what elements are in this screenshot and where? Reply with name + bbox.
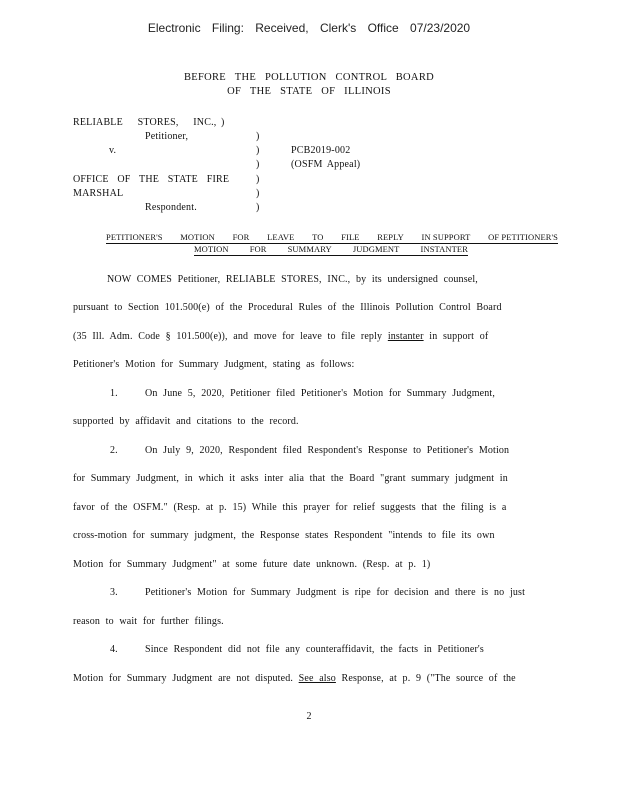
body-line: Petitioner's Motion for Summary Judgment, stating as follows: (73, 359, 355, 370)
respondent-name-line2: MARSHAL (73, 188, 124, 199)
paragraph-number: 2. (110, 445, 118, 456)
motion-title-word: IN SUPPORT (421, 232, 471, 242)
motion-title (106, 232, 558, 256)
motion-title-word: OF PETITIONER'S (488, 232, 558, 242)
body-line: cross-motion for summary judgment, the Response states Respondent "intends to file its own (73, 530, 495, 541)
body-line: NOW COMES Petitioner, RELIABLE STORES, INC., by its undersigned counsel, (107, 274, 478, 285)
petitioner-name: RELIABLE STORES, INC., (73, 117, 217, 128)
motion-title-word: PETITIONER'S (106, 232, 163, 242)
caption-paren: ) (256, 159, 260, 170)
body-text: Motion for Summary Judgment are not disputed. (73, 673, 299, 684)
caption-paren: ) (256, 188, 260, 199)
body-line: supported by affidavit and citations to the record. (73, 416, 299, 427)
paragraph-number: 4. (110, 644, 118, 655)
caption-paren: ) (256, 145, 260, 156)
paragraph-number: 3. (110, 587, 118, 598)
body-line: pursuant to Section 101.500(e) of the Procedural Rules of the Illinois Pollution Control Board (73, 302, 502, 313)
caption-paren: ) (256, 131, 260, 142)
case-number: PCB2019-002 (291, 145, 351, 156)
respondent-name-line1: OFFICE OF THE STATE FIRE (73, 174, 230, 185)
body-text: Response, at p. 9 ("The source of the (335, 673, 516, 684)
paragraph-number: 1. (110, 388, 118, 399)
case-type: (OSFM Appeal) (291, 159, 361, 170)
body-line: On June 5, 2020, Petitioner filed Petitioner's Motion for Summary Judgment, (145, 388, 495, 399)
body-line: On July 9, 2020, Respondent filed Respondent's Response to Petitioner's Motion (145, 445, 510, 456)
motion-title-word: INSTANTER (420, 244, 468, 254)
body-text: (35 Ill. Adm. Code § 101.500(e)), and move for leave to file reply (73, 331, 388, 342)
motion-title-word: FOR (232, 232, 250, 242)
motion-title-word: FILE (341, 232, 360, 242)
respondent-role: Respondent. (145, 202, 197, 213)
body-line (73, 331, 543, 342)
motion-title-word: MOTION (180, 232, 215, 242)
motion-title-word: JUDGMENT (352, 244, 400, 254)
filing-stamp: Electronic Filing: Received, Clerk's Office 07/23/2020 (147, 21, 471, 35)
motion-title-word: SUMMARY (287, 244, 332, 254)
motion-title-word: REPLY (377, 232, 404, 242)
instanter-emphasis: instanter (387, 331, 424, 342)
court-title-line1: BEFORE THE POLLUTION CONTROL BOARD (183, 72, 435, 83)
versus: v. (109, 145, 117, 156)
see-also-emphasis: See also (298, 673, 336, 684)
motion-title-word: FOR (249, 244, 267, 254)
court-title-line2: OF THE STATE OF ILLINOIS (227, 86, 391, 97)
motion-title-word: TO (312, 232, 324, 242)
body-line: Petitioner's Motion for Summary Judgment is ripe for decision and there is no just (145, 587, 526, 598)
body-line: reason to wait for further filings. (73, 616, 224, 627)
motion-title-row1 (106, 232, 558, 244)
body-line: Motion for Summary Judgment" at some future date unknown. (Resp. at p. 1) (73, 559, 431, 570)
caption-paren: ) (256, 202, 260, 213)
petitioner-role: Petitioner, (145, 131, 189, 142)
motion-title-row2 (194, 244, 468, 256)
caption-paren: ) (256, 174, 260, 185)
motion-title-word: MOTION (194, 244, 229, 254)
body-line: favor of the OSFM." (Resp. at p. 15) While this prayer for relief suggests that the filing is a (73, 502, 507, 513)
body-text: in support of (423, 331, 489, 342)
body-line (73, 673, 543, 684)
body-line: Since Respondent did not file any counteraffidavit, the facts in Petitioner's (145, 644, 484, 655)
caption-paren: ) (221, 117, 225, 128)
page-number: 2 (306, 711, 312, 722)
body-line: for Summary Judgment, in which it asks inter alia that the Board "grant summary judgment in (73, 473, 508, 484)
motion-title-word: LEAVE (267, 232, 295, 242)
